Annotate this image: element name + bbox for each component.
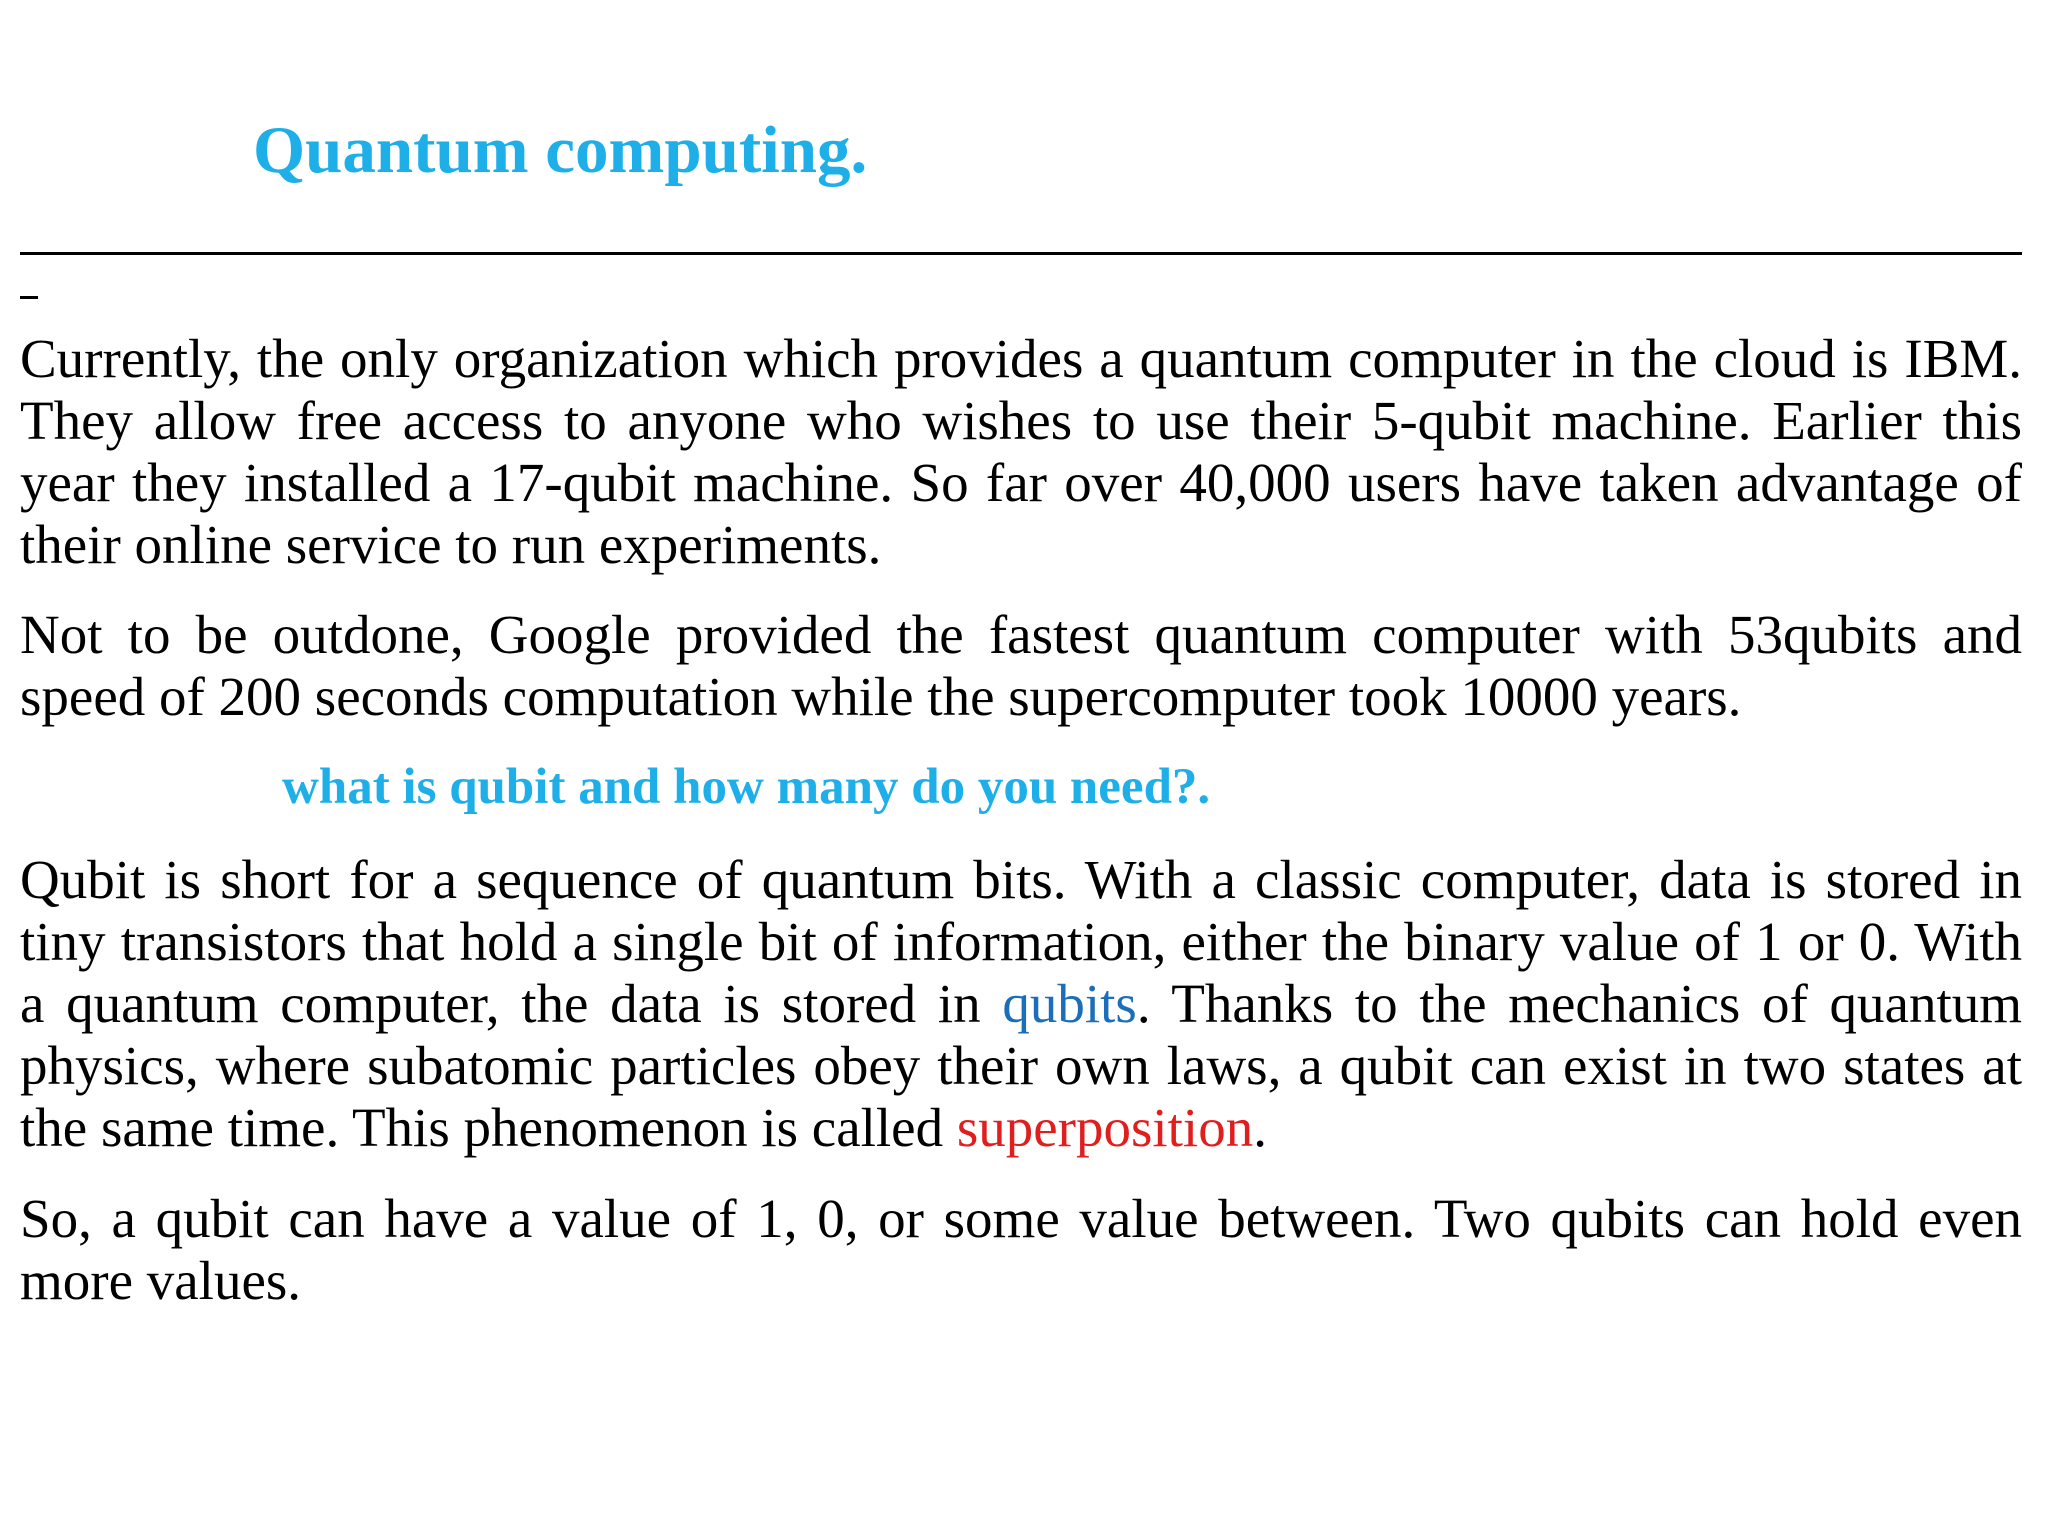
paragraph-ibm: Currently, the only organization which provides a quantum computer in the cloud is IBM. They allow free access to anyone who wishes to use their 5-qubit machine. Earlier this year they installed a 17-qubit machine. So far over 40,000 users have taken advantage of their online service to run experiments.: [20, 328, 2022, 575]
paragraph-qubit-definition: [20, 849, 2022, 1159]
paragraph-qubit-values: So, a qubit can have a value of 1, 0, or some value between. Two qubits can hold even more values.: [20, 1188, 2022, 1311]
underscore-mark: [20, 296, 38, 299]
paragraph-text: Qubit is short for a sequence of quantum bits. With a classic computer, data is stored in tiny transistors that hold a single bit of information, either the binary value of 1 or 0. With a quantum computer, the data is stored in: [20, 849, 2022, 1034]
horizontal-rule: [20, 252, 2022, 255]
term-superposition: superposition: [956, 1097, 1254, 1158]
page-title: Quantum computing.: [253, 113, 868, 187]
term-qubits: qubits: [1002, 973, 1137, 1034]
section-heading-qubit: what is qubit and how many do you need?.: [282, 759, 1211, 815]
paragraph-google: Not to be outdone, Google provided the fastest quantum computer with 53qubits and speed of 200 seconds computation while the supercomputer took 10000 years.: [20, 604, 2022, 727]
paragraph-text: .: [1253, 1097, 1267, 1158]
paragraph-text: . Thanks to the mechanics of quantum physics, where subatomic particles obey their own laws, a qubit can exist in two states at the same time. This phenomenon is called: [20, 973, 2022, 1158]
